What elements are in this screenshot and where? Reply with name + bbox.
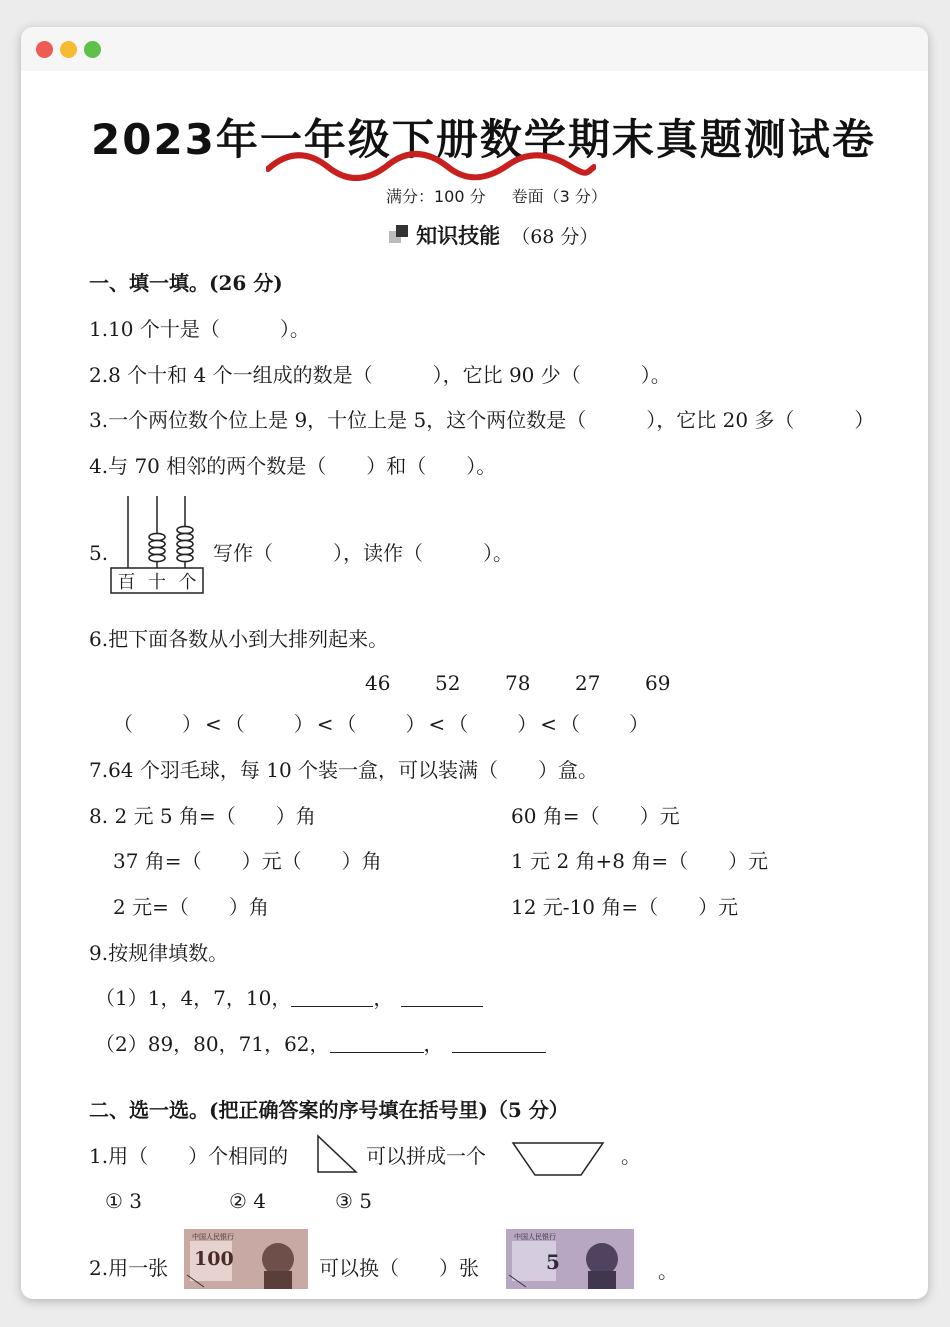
five-yuan-value: 5 [546,1250,560,1274]
pattern-1-sequence: （1）1，4，7，10， [95,986,292,1010]
section-squares-icon [389,225,411,245]
section-score: （68 分） [511,226,599,248]
number-46: 46 [365,671,391,695]
question-1-5-text: 写作（ ），读作（ ）。 [213,541,513,565]
pattern-1-blank-2[interactable] [401,988,483,1007]
question-1-2: 2.8 个十和 4 个一组成的数是（ ），它比 90 少（ ）。 [89,363,671,387]
pattern-2-comma: ， [423,1032,444,1056]
question-2-1-end: 。 [621,1144,641,1168]
hundred-yuan-value: 100 [194,1248,234,1270]
hundred-yuan-bank-name: 中国人民银行 [192,1233,234,1241]
pattern-1-blank-1[interactable] [291,988,373,1007]
question-1-8b: 60 角=（ ）元 [511,804,680,828]
ordering-blanks: （ ）<（ ）<（ ）<（ ）<（ ） [113,712,653,736]
document-window [21,27,928,1299]
abacus-ones-label: 个 [178,572,197,593]
question-2-1-start: 1.用（ ）个相同的 [89,1144,289,1168]
five-yuan-bank-name: 中国人民银行 [514,1233,556,1241]
question-1-5-number: 5. [89,541,109,565]
section-heading [389,220,598,250]
full-score: 满分：100 分 [386,187,486,206]
number-69: 69 [645,671,671,695]
option-3: ③ 5 [335,1189,373,1213]
question-1-6: 6.把下面各数从小到大排列起来。 [89,627,389,651]
part1-heading: 一、填一填。(26 分) [89,271,283,295]
close-window-button[interactable] [36,41,53,58]
question-1-8c: 37 角=（ ）元（ ）角 [113,849,382,873]
window-titlebar [21,27,928,71]
number-52: 52 [435,671,461,695]
pattern-1-comma: ， [373,986,394,1010]
paper-title: 2023年一年级下册数学期末真题测试卷 [91,115,876,164]
exam-meta [386,184,607,207]
minimize-window-button[interactable] [60,41,77,58]
hundred-yuan-banknote [184,1229,308,1289]
neatness-score: 卷面（3 分） [511,187,607,206]
number-27: 27 [575,671,601,695]
question-2-2-end: 。 [658,1259,678,1283]
abacus-tens-label: 十 [147,572,166,593]
right-triangle-shape [316,1134,358,1174]
question-1-8f: 12 元-10 角=（ ）元 [511,895,739,919]
option-2: ② 4 [229,1189,267,1213]
question-1-7: 7.64 个羽毛球，每 10 个装一盒，可以装满（ ）盒。 [89,758,599,782]
abacus-place-labels [111,568,203,594]
pattern-2-blank-2[interactable] [452,1034,546,1053]
pattern-2-sequence: （2）89，80，71，62， [95,1032,330,1056]
question-2-2-start: 2.用一张 [89,1256,169,1280]
question-1-9: 9.按规律填数。 [89,941,229,965]
question-1-1: 1.10 个十是（ ）。 [89,317,310,341]
question-2-1-middle: 可以拼成一个 [366,1144,486,1168]
question-1-8a: 8. 2 元 5 角=（ ）角 [89,804,316,828]
maximize-window-button[interactable] [84,41,101,58]
question-1-8e: 2 元=（ ）角 [113,895,269,919]
pattern-row-1 [95,986,483,1010]
red-wave-underline [266,147,596,181]
pattern-row-2 [95,1032,546,1056]
question-2-2-middle: 可以换（ ）张 [319,1256,479,1280]
part2-heading: 二、选一选。(把正确答案的序号填在括号里)（5 分） [89,1098,569,1122]
trapezoid-shape [511,1141,605,1177]
pattern-2-blank-1[interactable] [330,1034,424,1053]
question-1-8d: 1 元 2 角+8 角=（ ）元 [511,849,769,873]
abacus-hundreds-label: 百 [117,572,136,593]
question-1-4: 4.与 70 相邻的两个数是（ ）和（ ）。 [89,454,497,478]
section-name: 知识技能 [416,224,501,248]
question-1-3: 3.一个两位数个位上是 9，十位上是 5，这个两位数是（ ），它比 20 多（ ） [89,408,875,432]
number-78: 78 [505,671,531,695]
option-1: ① 3 [105,1189,143,1213]
five-yuan-banknote [506,1229,634,1289]
